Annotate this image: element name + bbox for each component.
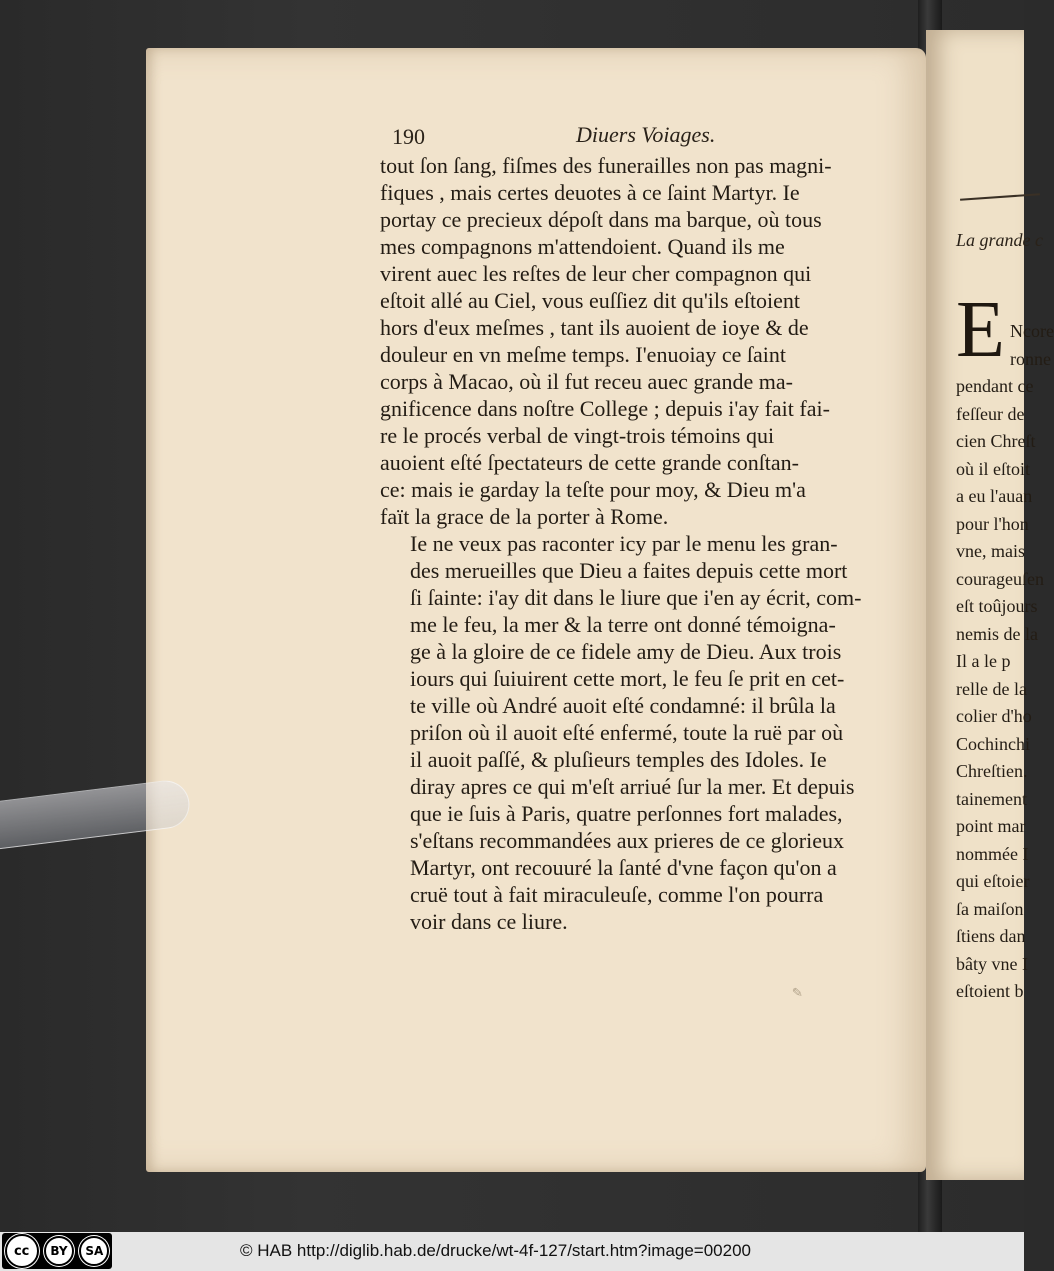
- text-line: nommée I: [956, 843, 1029, 864]
- text-line: auoient eſté ſpectateurs de cette grande conſtan-: [380, 450, 800, 475]
- text-line: a eu l'auan: [956, 486, 1033, 506]
- text-line: voir dans ce liure.: [410, 909, 568, 934]
- right-page: [926, 30, 1054, 1180]
- text-line: faït la grace de la porter à Rome.: [380, 504, 669, 529]
- text-line: Martyr, ont recouuré la ſanté d'vne façon qu'on a: [410, 855, 837, 880]
- text-line: des merueilles que Dieu a faites depuis cette mort: [410, 558, 848, 583]
- text-line: iours qui ſuiuirent cette mort, le feu ſe prit en cet-: [410, 666, 845, 691]
- text-line: courageuſen: [956, 568, 1044, 589]
- text-line: re le procés verbal de vingt-trois témoins qui: [380, 423, 775, 448]
- text-line: ce: mais ie garday la teſte pour moy, & Dieu m'a: [380, 477, 806, 502]
- sa-icon: SA: [79, 1236, 109, 1266]
- page-header: [392, 120, 722, 154]
- text-line: Il a le p: [956, 651, 1011, 671]
- paragraph-1: [380, 152, 872, 530]
- text-line: me le feu, la mer & la terre ont donné témoigna-: [410, 612, 836, 637]
- text-line: où il eſtoit: [956, 458, 1030, 479]
- text-line: virent auec les reſtes de leur cher compagnon qui: [380, 261, 812, 286]
- text-line: pour l'hon: [956, 513, 1029, 534]
- text-line: eſtoit allé au Ciel, vous euſſiez dit qu'ils eſtoient: [380, 288, 801, 313]
- text-line: Cochinchi: [956, 733, 1030, 754]
- text-line: priſon où il auoit eſté enfermé, toute la ruë par où: [410, 720, 844, 745]
- page-number: 190: [392, 124, 425, 149]
- text-line: point mar: [956, 816, 1026, 836]
- cc-icon: cc: [5, 1234, 39, 1268]
- text-line: ronne: [1010, 348, 1051, 369]
- text-line: il auoit paſſé, & pluſieurs temples des Idoles. Ie: [410, 747, 827, 772]
- running-title: Diuers Voiages.: [576, 122, 716, 147]
- text-line: colier d'ho: [956, 706, 1032, 726]
- text-line: Ie ne veux pas raconter icy par le menu les gran-: [410, 531, 838, 556]
- text-line: que ie ſuis à Paris, quatre perſonnes fort malades,: [410, 801, 843, 826]
- text-line: hors d'eux meſmes , tant ils auoient de ioye & de: [380, 315, 809, 340]
- text-line: nemis de la: [956, 623, 1038, 644]
- text-line: bâty vne I: [956, 953, 1028, 974]
- text-line: ſi ſainte: i'ay dit dans le liure que i'en ay écrit, com-: [410, 585, 862, 610]
- text-line: tainement: [956, 788, 1027, 809]
- text-line: eſt toûjours: [956, 596, 1038, 616]
- text-line: douleur en vn meſme temps. I'enuoiay ce ſaint: [380, 342, 786, 367]
- text-line: cien Chreſt: [956, 431, 1036, 451]
- text-line: diray apres ce qui m'eſt arriué ſur la mer. Et depuis: [410, 774, 855, 799]
- text-line: qui eſtoier: [956, 871, 1030, 891]
- text-line: ſa maiſon: [956, 898, 1024, 919]
- body-text: [380, 152, 872, 935]
- text-line: Ncore: [1010, 321, 1054, 341]
- text-line: ſtiens dan: [956, 926, 1026, 946]
- license-badge[interactable]: [2, 1233, 112, 1269]
- text-line: ge à la gloire de ce fidele amy de Dieu. Aux trois: [410, 639, 842, 664]
- text-line: gnificence dans noſtre College ; depuis i'ay fait fai-: [380, 396, 830, 421]
- text-line: te ville où André auoit eſté condamné: il brûla la: [410, 693, 836, 718]
- text-line: Chreſtien.: [956, 761, 1028, 781]
- text-line: s'eſtans recommandées aux prieres de ce glorieux: [410, 828, 845, 853]
- footer-credit[interactable]: © HAB http://diglib.hab.de/drucke/wt-4f-127/start.htm?image=00200: [240, 1241, 752, 1260]
- text-line: vne, mais: [956, 541, 1025, 561]
- text-line: feſſeur de: [956, 403, 1025, 424]
- text-line: corps à Macao, où il fut receu auec grande ma-: [380, 369, 793, 394]
- text-line: tout ſon ſang, fiſmes des funerailles non pas magni-: [380, 153, 832, 178]
- by-icon: BY: [44, 1236, 74, 1266]
- text-line: fiques , mais certes deuotes à ce ſaint Martyr. Ie: [380, 180, 800, 205]
- right-running-title: La grande c: [956, 230, 1043, 250]
- text-line: portay ce precieux dépoſt dans ma barque, où tous: [380, 207, 822, 232]
- drop-cap: E: [956, 286, 1005, 374]
- text-line: eſtoient b: [956, 981, 1024, 1001]
- text-line: relle de la: [956, 678, 1027, 699]
- text-line: mes compagnons m'attendoient. Quand ils me: [380, 234, 785, 259]
- pencil-annotation: ✎: [791, 984, 804, 1001]
- right-page-text: [956, 318, 1054, 1006]
- header-rule: [960, 193, 1040, 201]
- text-line: cruë tout à fait miraculeuſe, comme l'on pourra: [410, 882, 824, 907]
- paragraph-2: [410, 530, 872, 935]
- text-line: pendant ce: [956, 376, 1034, 396]
